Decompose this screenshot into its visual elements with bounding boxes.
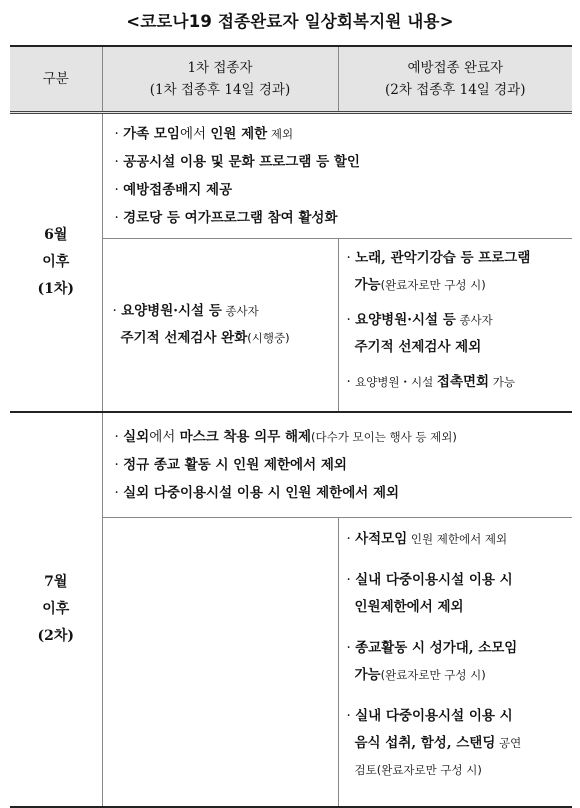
list-item: · 실내 다중이용시설 이용 시 음식 섭취, 함성, 스탠딩 공연 검토(완료자로만 구성 시) — [346, 708, 522, 777]
june-label-after: 이후 — [42, 254, 70, 270]
header-completed-title: 예방접종 완료자 — [407, 60, 504, 76]
header-completed — [338, 46, 572, 113]
list-item: · 예방접종배지 제공 — [114, 182, 233, 198]
list-item: · 공공시설 이용 및 문화 프로그램 등 할인 — [114, 154, 360, 170]
july-first-dose-cell — [102, 518, 338, 808]
header-first-dose-sub: (1차 접종후 14일 경과) — [149, 82, 291, 98]
table-header-row — [10, 46, 572, 113]
june-label-month: 6월 — [44, 227, 68, 243]
list-item: · 요양병원·시설 등 종사자 주기적 선제검사 제외 — [346, 312, 493, 355]
header-first-dose — [102, 46, 338, 113]
list-item: · 요양병원·시설 등 종사자 — [112, 303, 259, 319]
july-label — [10, 412, 102, 807]
list-item: · 요양병원・시설 접촉면회 가능 — [346, 374, 515, 390]
list-item: · 노래, 관악기강습 등 프로그램 가능(완료자로만 구성 시) — [346, 250, 531, 293]
list-item: · 가족 모임에서 인원 제한 제외 — [114, 126, 294, 142]
july-common-row — [10, 412, 572, 518]
june-label — [10, 113, 102, 413]
page-title: <코로나19 접종완료자 일상회복지원 내용> — [126, 12, 454, 31]
list-item: · 종교활동 시 성가대, 소모임 가능(완료자로만 구성 시) — [346, 640, 518, 683]
list-item-cont: 주기적 선제검사 완화(시행중) — [120, 330, 290, 346]
list-item: · 사적모임 인원 제한에서 제외 — [346, 531, 508, 547]
header-first-dose-title: 1차 접종자 — [187, 60, 253, 76]
june-label-dose: (1차) — [37, 281, 74, 297]
july-label-dose: (2차) — [37, 628, 74, 644]
support-table — [10, 45, 572, 808]
list-item: · 실외에서 마스크 착용 의무 해제(다수가 모이는 행사 등 제외) — [114, 429, 457, 445]
june-common-cell — [102, 113, 572, 239]
july-label-after: 이후 — [42, 601, 70, 617]
header-completed-sub: (2차 접종후 14일 경과) — [385, 82, 526, 98]
june-first-dose-cell — [102, 239, 338, 413]
list-item: · 정규 종교 활동 시 인원 제한에서 제외 — [114, 457, 347, 473]
list-item: · 실외 다중이용시설 이용 시 인원 제한에서 제외 — [114, 485, 400, 501]
list-item: · 실내 다중이용시설 이용 시 인원제한에서 제외 — [346, 572, 513, 615]
list-item: · 경로당 등 여가프로그램 참여 활성화 — [114, 210, 338, 226]
june-completed-cell — [338, 239, 572, 413]
header-category: 구분 — [10, 46, 102, 113]
june-common-row — [10, 113, 572, 239]
july-completed-cell — [338, 518, 572, 808]
july-label-month: 7월 — [44, 574, 68, 590]
july-common-cell — [102, 412, 572, 518]
